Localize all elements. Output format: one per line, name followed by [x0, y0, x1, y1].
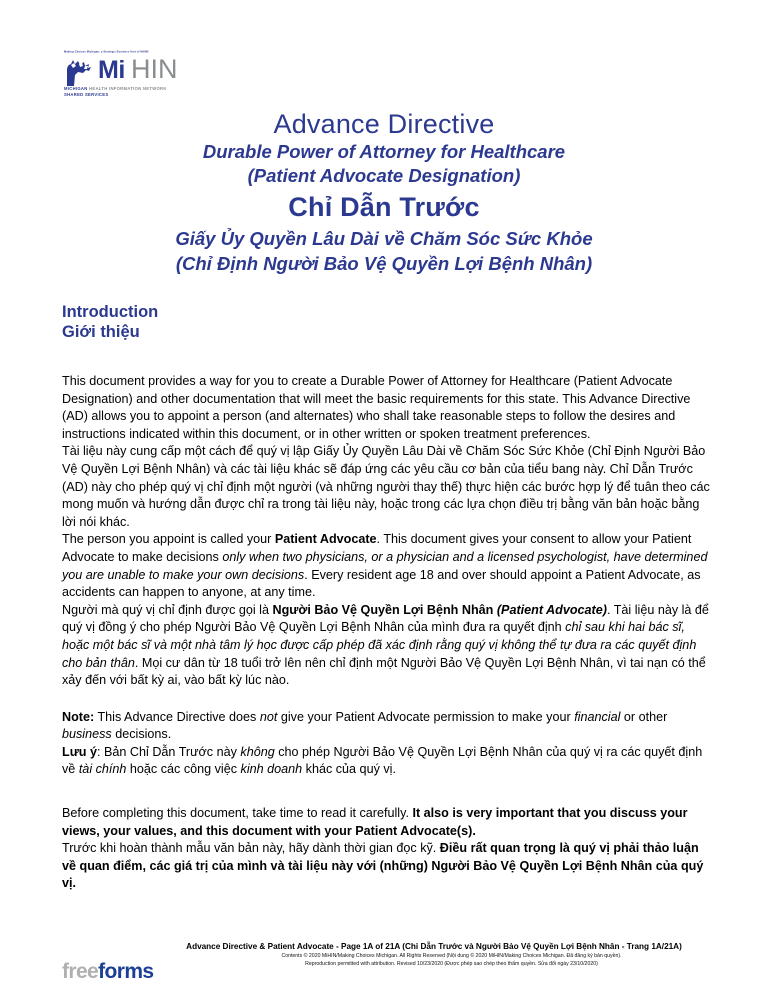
- michigan-map-icon: [64, 57, 98, 87]
- note-english: [62, 709, 714, 744]
- p2-vi-part-a: Người mà quý vị chỉ định được gọi là: [62, 602, 273, 617]
- paragraph-2-vietnamese: [62, 602, 714, 690]
- section-heading-vietnamese: Giới thiệu: [62, 323, 140, 341]
- paragraph-2-english: [62, 531, 714, 601]
- freeforms-logo-free: free: [62, 960, 99, 983]
- paragraph-3-english: [62, 805, 714, 840]
- p3-vi-part-a: Trước khi hoàn thành mẫu văn bản này, hãy dành thời gian đọc kỹ.: [62, 841, 440, 856]
- p2-en-part-e: . Every resident age 18 and over should appoint a Patient Advocate, as accidents can happen to anyone, at any time.: [62, 567, 701, 600]
- footer-copyright: Contents © 2020 MiHIN/Making Choices Michigan. All Rights Reserved (Nội dung © 2020 MiHIN/Making Choices Michigan. Đã đăng ký bản quyền).: [281, 953, 622, 959]
- footer-page-label: Advance Directive & Patient Advocate - Page 1A of 21A (Chỉ Dẫn Trước và Người Bảo Vệ Quyền Lợi Bệnh Nhân - Trang 1A/21A): [186, 942, 682, 951]
- p2-vi-patient-advocate-en: (Patient Advocate): [496, 602, 607, 617]
- title-english-sub1: Durable Power of Attorney for Healthcare: [202, 141, 566, 162]
- p2-vi-patient-advocate: Người Bảo Vệ Quyền Lợi Bệnh Nhân: [272, 602, 497, 617]
- mihin-logo: [62, 50, 202, 100]
- note-en-business: business: [62, 727, 112, 742]
- p2-vi-part-d: . Tài liệu này là để quý vị đồng ý cho phép Người Bảo Vệ Quyền Lợi Bệnh Nhân của mình đưa ra quyết định: [62, 602, 709, 635]
- note-en-part-g: decisions.: [111, 727, 172, 742]
- p2-vi-part-f: . Mọi cư dân từ 18 tuổi trở lên nên chỉ định một Người Bảo Vệ Quyền Lợi Bệnh Nhân, vì tai nạn có thể xảy đến với bất kỳ ai, vào bất kỳ lúc nào.: [62, 655, 706, 688]
- note-vi-part-a: : Bản Chỉ Dẫn Trước này: [97, 744, 241, 759]
- note-vi-taichinh: tài chính: [78, 762, 127, 777]
- paragraph-3-vietnamese: [62, 840, 714, 893]
- section-heading-english: Introduction: [62, 303, 159, 321]
- note-en-not: not: [259, 709, 278, 724]
- title-vietnamese-sub1: Giấy Ủy Quyền Lâu Dài về Chăm Sóc Sức Khỏe: [175, 228, 593, 249]
- p2-en-patient-advocate: Patient Advocate: [274, 532, 377, 547]
- logo-subtitle-line1: [64, 86, 167, 91]
- note-vietnamese: [62, 744, 714, 779]
- logo-subtitle-line2: SHARED SERVICES: [64, 92, 109, 97]
- note-vi-khong: không: [240, 744, 275, 759]
- note-en-part-a: This Advance Directive does: [94, 709, 260, 724]
- note-vi-kinhdoanh: kinh doanh: [240, 762, 303, 777]
- freeforms-logo-forms: forms: [98, 960, 154, 983]
- p2-en-part-c: . This document gives your consent to allow your Patient Advocate to make decisions: [62, 532, 692, 564]
- note-en-part-e: or other: [620, 709, 668, 724]
- title-vietnamese-sub2: (Chỉ Định Người Bảo Vệ Quyền Lợi Bệnh Nhân): [175, 253, 593, 274]
- title-english-sub2: (Patient Advocate Designation): [247, 165, 521, 186]
- note-vi-part-c: cho phép Người Bảo Vệ Quyền Lợi Bệnh Nhân của quý vị ra các quyết định về: [62, 744, 703, 777]
- logo-subtitle-network: HEALTH INFORMATION NETWORK: [89, 86, 167, 91]
- p2-en-condition-italic: only when two physicians, or a physician and a licensed psychologist, have determined you are unable to make your own decisions: [62, 549, 708, 582]
- note-en-financial: financial: [574, 709, 621, 724]
- logo-mark: [62, 54, 202, 87]
- document-title-block: [0, 108, 768, 276]
- footer-reproduction-notice: Reproduction permitted with attribution. Revised 10/23/2020 (Được phép sao chép theo thẩm quyền. Sửa đổi ngày 23/10/2020): [305, 961, 598, 967]
- p2-en-part-a: The person you appoint is called your: [62, 532, 275, 547]
- p2-vi-condition-italic: chỉ sau khi hai bác sĩ, hoặc một bác sĩ và một nhà tâm lý học được cấp phép đã xác định rằng quý vị không thể tự đưa ra các quyết định cho bản thân: [62, 620, 697, 670]
- paragraph-1-english: This document provides a way for you to create a Durable Power of Attorney for Healthcare (Patient Advocate Designation) and other documentation that will meet the basic requirements for this state. This Advance Directive (AD) allows you to appoint a person (and alternates) who shall take reasonable steps to follow the desires and instructions indicated within this document, or in other written or spoken treatment preferences.: [62, 374, 691, 441]
- p3-vi-emphasis: Điều rất quan trọng là quý vị phải thảo luận về quan điểm, các giá trị của mình và tài liệu này với (những) Người Bảo Vệ Quyền Lợi Bệnh Nhân của quý vị.: [62, 841, 704, 891]
- spacer: [62, 690, 714, 709]
- title-vietnamese-main: Chỉ Dẫn Trước: [288, 192, 480, 222]
- spacer: [62, 779, 714, 805]
- p3-en-part-a: Before completing this document, take time to read it carefully.: [62, 806, 413, 821]
- paragraph-1-vietnamese: Tài liệu này cung cấp một cách để quý vị lập Giấy Ủy Quyền Lâu Dài về Chăm Sóc Sức Khỏe (Chỉ Định Người Bảo Vệ Quyền Lợi Bệnh Nhân) và các tài liệu khác sẽ đáp ứng các yêu cầu cơ bản của tiểu bang này. Chỉ Dẫn Trước (AD) này cho phép quý vị chỉ định một người (và những người thay thế) thực hiện các bước hợp lý để tuân theo các mong muốn và hướng dẫn được chỉ ra trong tài liệu này, hoặc trong các lựa chọn điều trị bằng văn bản hoặc bằng lời nói khác.: [62, 444, 710, 529]
- p3-en-emphasis: It also is very important that you discuss your views, your values, and this document with your Patient Advocate(s).: [62, 806, 688, 838]
- title-english-main: Advance Directive: [273, 109, 495, 139]
- section-heading: [62, 302, 158, 342]
- logo-text-hin: HIN: [131, 54, 178, 84]
- note-vi-part-g: khác của quý vị.: [302, 762, 396, 777]
- document-body: [62, 373, 714, 893]
- note-english-label: Note:: [62, 709, 95, 724]
- note-vi-part-e: hoặc các công việc: [126, 762, 241, 777]
- freeforms-logo: [62, 960, 153, 984]
- logo-text-mi: Mi: [98, 56, 125, 84]
- note-en-part-c: give your Patient Advocate permission to make your: [277, 709, 575, 724]
- logo-subtitle-michigan: MICHIGAN: [64, 86, 88, 91]
- note-vietnamese-label: Lưu ý: [62, 744, 98, 759]
- logo-tagline: Making Choices Michigan, a Strategic Business Unit of MiHIN: [64, 50, 149, 54]
